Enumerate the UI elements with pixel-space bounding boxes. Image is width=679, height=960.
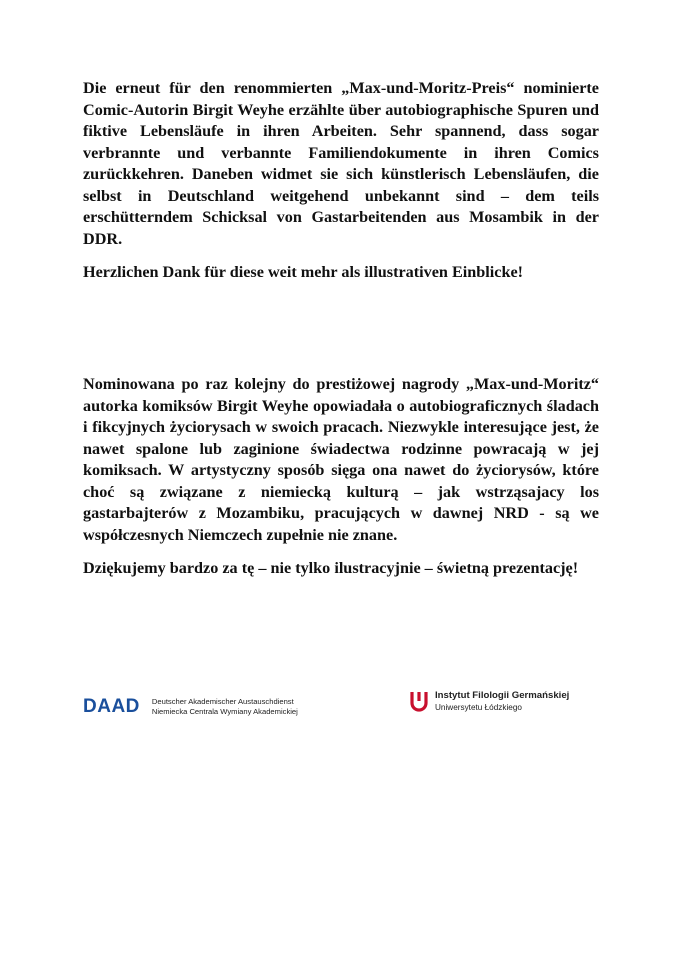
polish-paragraph-2: Dziękujemy bardzo za tę – nie tylko ilustracyjnie – świetną prezentację! [83,559,579,577]
daad-caption [152,697,298,717]
german-section [83,78,599,296]
daad-wordmark: DAAD [83,696,140,717]
daad-caption-line-1: Deutscher Akademischer Austauschdienst [151,697,294,706]
german-paragraph-1: Die erneut für den renommierten „Max-und-Moritz-Preis“ nominierte Comic-Autorin Birgit Weyhe erzählte über autobiographische Spuren und fiktive Lebensläufe in ihren Arbeiten. Sehr spannend, dass sogar verbrannte und verbannte Familiendokumente in ihren Comics zurückkehren. Daneben widmet sie sich künstlerisch Lebensläufen, die selbst in Deutschland weitgehend unbekannt sind – dem teils erschütterndem Schicksal von Gastarbeitenden aus Mosambik in der DDR. [83,79,599,248]
university-of-lodz-icon [409,690,429,714]
daad-logo [83,696,298,718]
polish-section [83,374,599,592]
institute-name: Instytut Filologii Germańskiej [435,690,570,701]
daad-caption-line-2: Niemiecka Centrala Wymiany Akademickiej [151,707,298,716]
institute-university: Uniwersytetu Łódzkiego [435,703,522,712]
institute-logo [409,690,569,714]
german-paragraph-2: Herzlichen Dank für diese weit mehr als illustrativen Einblicke! [83,263,524,281]
institute-caption [435,690,569,713]
polish-paragraph-1: Nominowana po raz kolejny do prestiżowej nagrody „Max-und-Moritz“ autorka komiksów Birgit Weyhe opowiadała o autobiograficznych śladach i fikcyjnych życiorysach w swoich pracach. Niezwykle interesujące jest, że nawet spalone lub zaginione świadectwa rodzinne powracają w jej komiksach. W artystyczny sposób sięga ona nawet do życiorysów, które choć są związane z niemiecką kulturą – jak wstrząsajacy los gastarbajterów z Mozambiku, pracujących w dawnej NRD - są we współczesnych Niemczech zupełnie nie znane. [83,375,599,544]
footer-logos [83,690,599,730]
